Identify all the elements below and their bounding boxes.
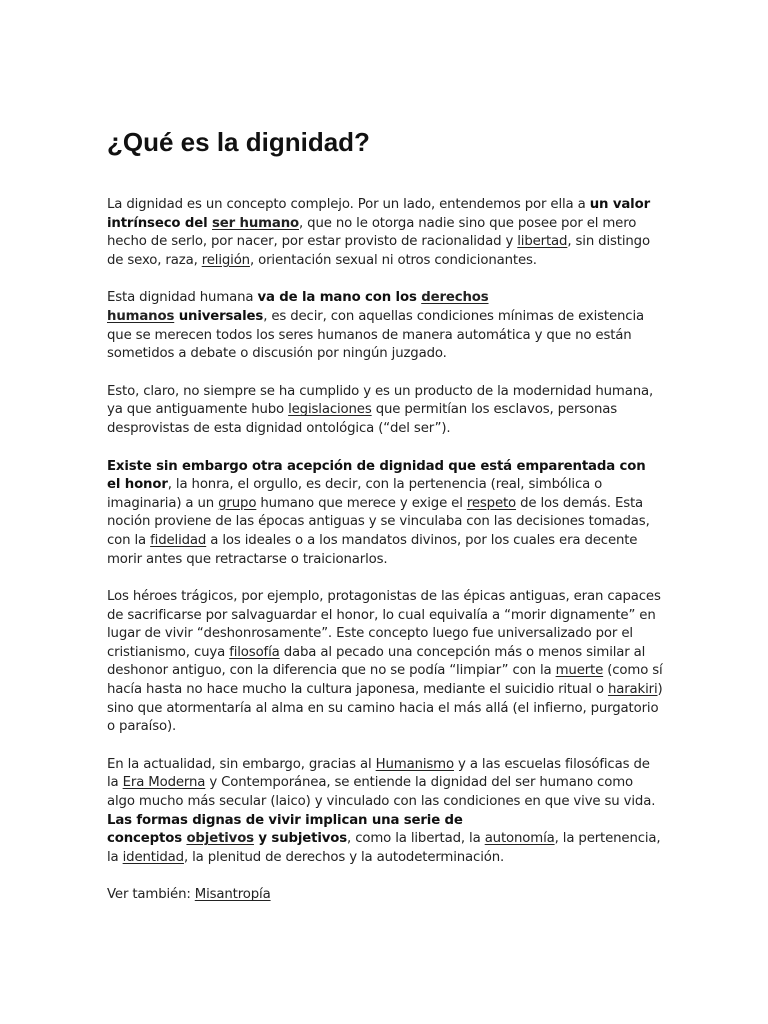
bold-text: Las formas dignas de vivir implican una serie de [107,812,463,828]
bold-text: conceptos [107,831,187,847]
text-run: , es decir, con aquellas condiciones mínimas de existencia que se merecen todos los seres humanos de manera automática y que no están sometidos a debate o discusión por ningún juzgado. [107,308,645,362]
article [107,126,663,924]
bold-text: y subjetivos [253,831,348,847]
text-run: daba al pecado una concepción más o menos similar al deshonor antiguo, con la diferencia que no se podía “limpiar” con la [107,644,646,679]
link-religion[interactable]: religión [201,252,250,268]
text-run: ) sino que atormentaría al alma en su camino hacia el más allá (el infierno, purgatorio o paraíso). [107,682,663,735]
link-ser-humano[interactable]: ser humano [212,215,299,231]
see-also [107,886,663,905]
text-run: , la plenitud de derechos y la autodeterminación. [183,849,505,865]
text-run: que permitían los esclavos, personas desprovistas de esta dignidad ontológica (“del ser”). [107,402,618,436]
paragraph-4 [107,458,663,570]
link-legislaciones[interactable]: legislaciones [288,402,372,418]
text-run: Esta dignidad humana [107,290,258,306]
link-harakiri[interactable]: harakiri [607,682,658,698]
text-run: En la actualidad, sin embargo, gracias al [107,756,376,772]
link-muerte[interactable]: muerte [555,663,604,679]
link-libertad[interactable]: libertad [517,234,568,250]
bold-text: un valor intrínseco del [107,197,650,231]
text-run: y Contemporánea, se entiende la dignidad del ser humano como algo mucho más secular (laico) y vinculado con las condiciones en que vive su vida. [107,775,656,810]
text-run: humano que merece y exige el [256,495,467,511]
paragraph-5 [107,588,663,737]
text-run: , la honra, el orgullo, es decir, con la pertenencia (real, simbólica o imaginaria) a un [107,477,603,511]
link-filosofia[interactable]: filosofía [229,644,280,660]
paragraph-1 [107,196,663,270]
paragraph-6 [107,756,663,868]
text-run: , que no le otorga nadie sino que posee por el mero hecho de serlo, por nacer, por estar provisto de racionalidad y [107,215,637,250]
text-run: Ver también: [107,887,195,903]
text-run: La dignidad es un concepto complejo. Por un lado, entendemos por ella a [107,197,590,212]
link-era-moderna[interactable]: Era Moderna [122,775,206,791]
link-autonomia[interactable]: autonomía [484,831,555,847]
text-run: , sin distingo de sexo, raza, [107,234,650,268]
link-identidad[interactable]: identidad [122,849,184,865]
text-run: de los demás. Esta noción proviene de las épocas antiguas y se vinculaba con las decisiones tomadas, con la [107,495,650,548]
link-humanos[interactable]: humanos [107,308,175,324]
bold-text: universales [174,308,264,324]
text-run: , como la libertad, la [347,831,485,847]
bold-text: va de la mano con los [257,290,422,306]
page-title: ¿Qué es la dignidad? [107,127,370,157]
paragraph-2 [107,289,663,363]
paragraph-3 [107,383,663,439]
link-derechos[interactable]: derechos [421,290,489,306]
text-run: , la pertenencia, la [107,831,661,865]
bold-text: Existe sin embargo otra acepción de dignidad que está emparentada con el honor [107,458,646,493]
link-humanismo[interactable]: Humanismo [375,756,454,772]
text-run: (como sí hacía hasta no hace mucho la cultura japonesa, mediante el suicidio ritual o [107,663,663,698]
link-grupo[interactable]: grupo [218,495,257,511]
link-misantropia[interactable]: Misantropía [194,887,271,903]
text-run: a los ideales o a los mandatos divinos, por los cuales era decente morir antes que retractarse o traicionarlos. [107,532,638,567]
text-run: , orientación sexual ni otros condicionantes. [249,252,537,268]
link-respeto[interactable]: respeto [466,495,517,511]
text-run: Esto, claro, no siempre se ha cumplido y es un producto de la modernidad humana, ya que antiguamente hubo [107,383,654,418]
link-fidelidad[interactable]: fidelidad [150,532,207,548]
text-run: Los héroes trágicos, por ejemplo, protagonistas de las épicas antiguas, eran capaces de sacrificarse por salvaguardar el honor, lo cual equivalía a “morir dignamente” en lugar de vivir “deshonrosamente”. Este concepto luego fue universalizado por el cristianismo, cuya [107,589,661,660]
link-objetivos[interactable]: objetivos [186,831,254,847]
text-run: y a las escuelas filosóficas de la [107,756,650,791]
